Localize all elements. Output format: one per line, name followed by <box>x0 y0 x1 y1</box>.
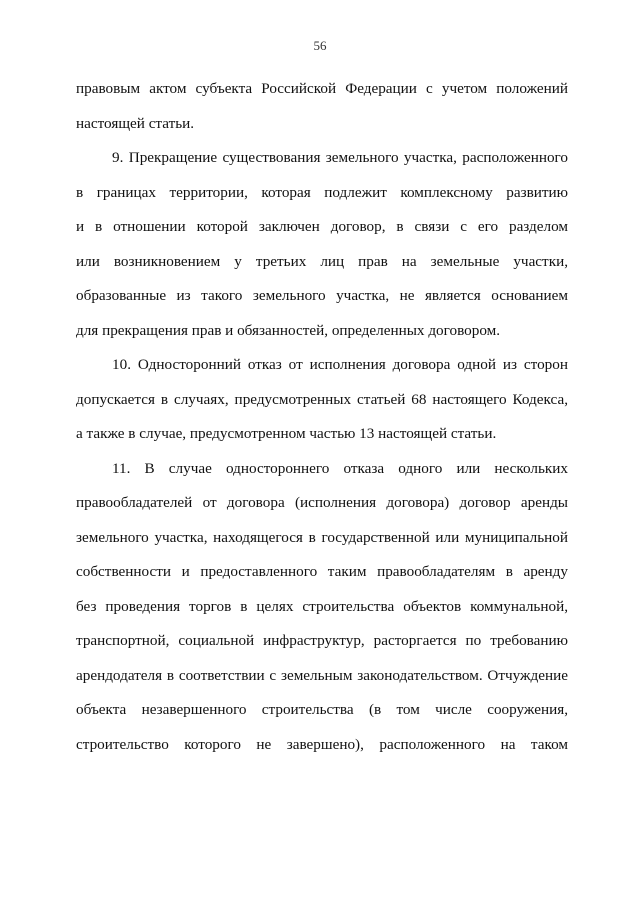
text-line: и в отношении которой заключен договор, в связи с его разделом <box>76 218 568 235</box>
text-line: настоящей статьи. <box>76 114 195 132</box>
text-line: для прекращения прав и обязанностей, определенных договором. <box>76 321 501 339</box>
text-line: правовым актом субъекта Российской Федерации с учетом положений <box>76 80 568 97</box>
text-line: без проведения торгов в целях строительства объектов коммунальной, <box>76 597 568 615</box>
text-line: 9. Прекращение существования земельного участка, расположенного <box>112 149 568 166</box>
text-line: допускается в случаях, предусмотренных статьей 68 настоящего Кодекса, <box>76 390 568 408</box>
text-line: 10. Односторонний отказ от исполнения договора одной из сторон <box>112 356 568 373</box>
text-line: или возникновением у третьих лиц прав на земельные участки, <box>76 252 568 270</box>
text-line: земельного участка, находящегося в государственной или муниципальной <box>76 528 568 546</box>
text-line: образованные из такого земельного участка, не является основанием <box>76 287 568 304</box>
text-line: объекта незавершенного строительства (в том числе сооружения, <box>76 701 568 718</box>
text-line: а также в случае, предусмотренном частью 13 настоящей статьи. <box>76 425 497 442</box>
body-text <box>76 72 568 762</box>
text-line: строительство которого не завершено), расположенного на таком <box>76 735 568 753</box>
text-line: арендодателя в соответствии с земельным законодательством. Отчуждение <box>76 666 568 684</box>
text-line: правообладателей от договора (исполнения договора) договор аренды <box>76 494 568 511</box>
text-line: собственности и предоставленного таким правообладателям в аренду <box>76 563 568 580</box>
text-line: в границах территории, которая подлежит комплексному развитию <box>76 183 568 201</box>
page-number: 56 <box>313 38 327 53</box>
text-line: 11. В случае одностороннего отказа одного или нескольких <box>112 459 568 477</box>
text-line: транспортной, социальной инфраструктур, расторгается по требованию <box>76 632 568 649</box>
